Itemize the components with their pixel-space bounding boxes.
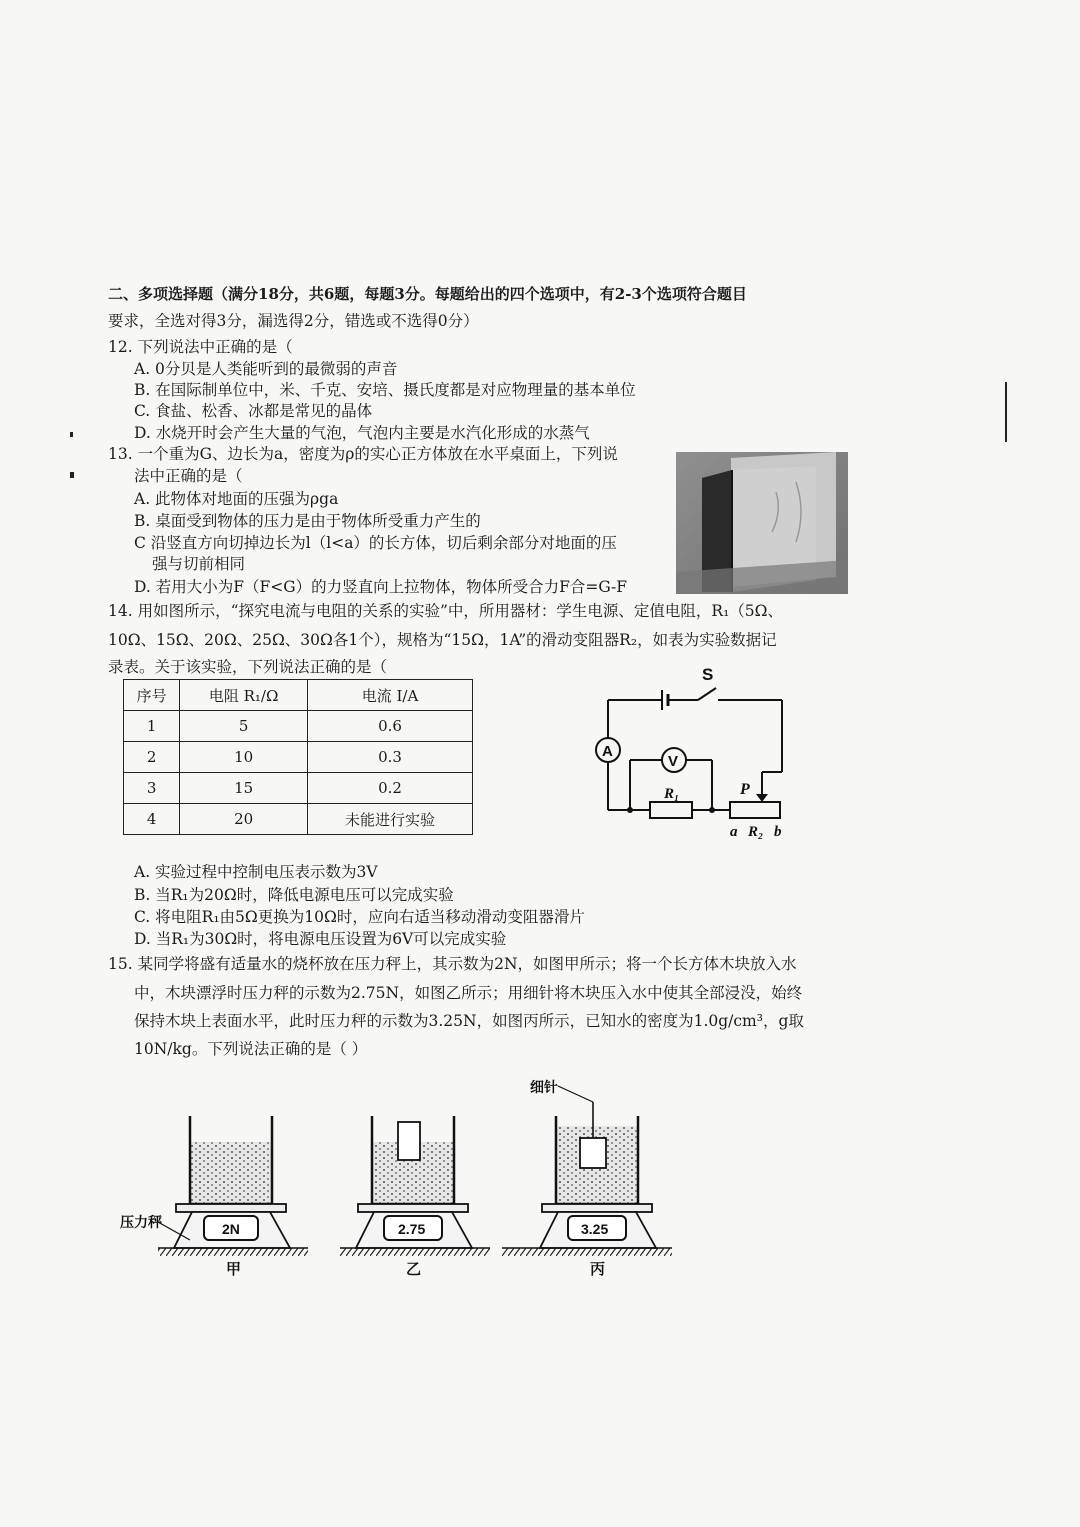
section-heading-line2: 要求，全选对得3分，漏选得2分，错选或不选得0分） (108, 312, 479, 330)
reading-bing: 3.25 (581, 1221, 609, 1237)
q15-stem-line4: 10N/kg。下列说法正确的是（ ） (134, 1040, 368, 1058)
table-cell: 1 (124, 711, 180, 742)
q12-option-a: A. 0分贝是人类能听到的最微弱的声音 (134, 360, 398, 378)
voltmeter-label: V (668, 753, 679, 770)
caption-yi: 乙 (406, 1260, 422, 1278)
q13-stem-line1: 13. 一个重为G、边长为a，密度为ρ的实心正方体放在水平桌面上，下列说 (108, 445, 618, 463)
q13-stem-line2: 法中正确的是（ (134, 467, 243, 485)
table-header-row (124, 680, 473, 711)
q13-option-b: B. 桌面受到物体的压力是由于物体所受重力产生的 (134, 512, 481, 530)
switch-label: S (702, 665, 714, 684)
q12-option-d: D. 水烧开时会产生大量的气泡，气泡内主要是水汽化形成的水蒸气 (134, 424, 590, 442)
rheostat-label: R₂ (748, 824, 764, 840)
caption-jia: 甲 (226, 1260, 242, 1278)
resistor-label: R₁ (664, 786, 680, 802)
q13-option-c-line2: 强与切前相同 (152, 555, 246, 573)
slider-label: P (740, 781, 750, 798)
cube-photo (676, 452, 848, 594)
table-cell: 10 (180, 742, 308, 773)
table-cell: 4 (124, 804, 180, 835)
q15-stem-line3: 保持木块上表面水平，此时压力秤的示数为3.25N，如图丙所示，已知水的密度为1.0g/cm³，g取 (134, 1012, 804, 1030)
q12-option-b: B. 在国际制单位中，米、千克、安培、摄氏度都是对应物理量的基本单位 (134, 381, 636, 399)
q15-stem-line2: 中，木块漂浮时压力秤的示数为2.75N，如图乙所示；用细针将木块压入水中使其全部浸没，始终 (134, 984, 803, 1002)
scale-label: 压力秤 (120, 1215, 162, 1231)
q12-option-c: C. 食盐、松香、冰都是常见的晶体 (134, 402, 373, 420)
q13-option-c-line1: C 沿竖直方向切掉边长为l（l<a）的长方体，切后剩余部分对地面的压 (134, 534, 617, 552)
scale-figure (118, 1072, 688, 1282)
q13-option-d: D. 若用大小为F（F<G）的力竖直向上拉物体，物体所受合力F合=G-F (134, 578, 628, 596)
scan-mark (1005, 382, 1007, 442)
reading-jia: 2N (222, 1221, 240, 1237)
table-cell: 0.3 (308, 742, 473, 773)
section-heading-line1: 二、多项选择题（满分18分，共6题，每题3分。每题给出的四个选项中，有2-3个选项符合题目 (108, 285, 747, 303)
scan-mark (70, 472, 74, 478)
table-cell: 3 (124, 773, 180, 804)
table-cell: 0.6 (308, 711, 473, 742)
q14-option-a: A. 实验过程中控制电压表示数为3V (134, 863, 378, 881)
reading-yi: 2.75 (398, 1221, 426, 1237)
q15-stem-line1: 15. 某同学将盛有适量水的烧杯放在压力秤上，其示数为2N，如图甲所示；将一个长方体木块放入水 (108, 955, 797, 973)
caption-bing: 丙 (590, 1260, 606, 1278)
table-cell: 20 (180, 804, 308, 835)
table-cell: 2 (124, 742, 180, 773)
q14-stem-line3: 录表。关于该实验，下列说法正确的是（ (108, 658, 388, 676)
circuit-diagram (590, 660, 800, 845)
q14-option-d: D. 当R₁为30Ω时，将电源电压设置为6V可以完成实验 (134, 930, 507, 948)
table-row (124, 773, 473, 804)
table-header-cell: 电阻 R₁/Ω (180, 680, 308, 711)
q13-option-a: A. 此物体对地面的压强为ρga (134, 490, 339, 508)
q14-option-b: B. 当R₁为20Ω时，降低电源电压可以完成实验 (134, 886, 454, 904)
table-cell: 未能进行实验 (308, 804, 473, 835)
scan-mark (70, 432, 73, 437)
table-cell: 5 (180, 711, 308, 742)
table-header-cell: 电流 I/A (308, 680, 473, 711)
table-row (124, 804, 473, 835)
q14-option-c: C. 将电阻R₁由5Ω更换为10Ω时，应向右适当移动滑动变阻器滑片 (134, 908, 585, 926)
ammeter-label: A (602, 743, 613, 760)
table-cell: 0.2 (308, 773, 473, 804)
q14-stem-line1: 14. 用如图所示，“探究电流与电阻的关系的实验”中，所用器材：学生电源、定值电阻，R₁（5Ω、 (108, 602, 784, 620)
q14-stem-line2: 10Ω、15Ω、20Ω、25Ω、30Ω各1个），规格为“15Ω，1A”的滑动变阻器R₂，如表为实验数据记 (108, 631, 777, 649)
end-a-label: a (730, 824, 738, 840)
table-cell: 15 (180, 773, 308, 804)
table-row (124, 742, 473, 773)
q12-stem: 12. 下列说法中正确的是（ (108, 338, 293, 356)
needle-label: 细针 (530, 1080, 558, 1096)
end-b-label: b (774, 824, 782, 840)
table-row (124, 711, 473, 742)
table-header-cell: 序号 (124, 680, 180, 711)
q14-data-table (123, 679, 473, 835)
